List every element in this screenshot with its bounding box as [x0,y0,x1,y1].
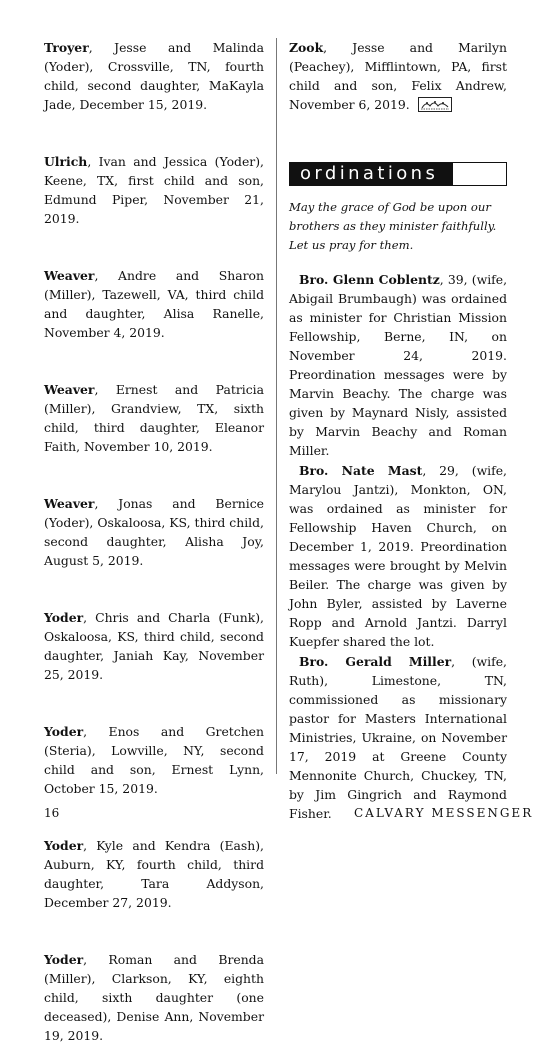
ordinations-heading [289,162,507,186]
birth-entry: Weaver, Ernest and Patricia (Miller), Grandview, TX, sixth child, third daughter, Eleanor Faith, November 10, 2019. [44,382,264,454]
births-right-column [289,38,507,114]
page-number: 16 [44,806,60,820]
birth-entry: Yoder, Chris and Charla (Funk), Oskaloosa, KS, third child, second daughter, Janiah Kay, November 25, 2019. [44,610,264,682]
birth-entry: Weaver, Andre and Sharon (Miller), Tazewell, VA, third child and daughter, Alisa Ranelle, November 4, 2019. [44,268,264,340]
birth-entry: Troyer, Jesse and Malinda (Yoder), Crossville, TN, fourth child, second daughter, MaKayla Jade, December 15, 2019. [44,40,264,112]
ordination-entry: Bro. Glenn Coblentz, 39, (wife, Abigail Brumbaugh) was ordained as minister for Christian Mission Fellowship, Berne, IN, on November 24, 2019. Preordination messages were by Marvin Beachy. The charge was given by Maynard Nisly, assisted by Marvin Beachy and Roman Miller. [289,272,508,458]
birth-entry: Yoder, Kyle and Kendra (Eash), Auburn, KY, fourth child, third daughter, Tara Addyson, December 27, 2019. [44,838,264,910]
birth-entry: Yoder, Roman and Brenda (Miller), Clarkson, KY, eighth child, sixth daughter (one deceased), Denise Ann, November 19, 2019. [44,952,264,1043]
ordinations-intro: May the grace of God be upon our brothers as they minister faithfully. Let us pray for them. [289,200,497,252]
ordination-entry: Bro. Gerald Miller, (wife, Ruth), Limestone, TN, commissioned as missionary pastor for Masters International Ministries, Ukraine, on November 17, 2019 at Greene County Mennonite Church, Chuckey, TN, by Jim Gingrich and Raymond Fisher. [289,654,507,821]
column-divider [276,38,277,774]
publication-name: CALVARY MESSENGER [354,806,534,820]
birth-entry: Zook, Jesse and Marilyn (Peachey), Mifflintown, PA, first child and son, Felix Andrew, November 6, 2019. [289,40,507,112]
births-left-column [44,38,264,1045]
end-ornament-icon [418,97,452,112]
birth-entry: Weaver, Jonas and Bernice (Yoder), Oskaloosa, KS, third child, second daughter, Alisha Joy, August 5, 2019. [44,496,264,568]
ordination-entry: Bro. Nate Mast, 29, (wife, Marylou Jantzi), Monkton, ON, was ordained as minister for Fellowship Haven Church, on December 1, 2019. Preordination messages were brought by Melvin Beiler. The charge was given by John Byler, assisted by Laverne Ropp and Arnold Jantzi. Darryl Kuepfer shared the lot. [289,463,507,649]
birth-entry: Ulrich, Ivan and Jessica (Yoder), Keene, TX, first child and son, Edmund Piper, November 21, 2019. [44,154,264,226]
ordinations-heading-text: ordinations [290,163,453,185]
birth-entry: Yoder, Enos and Gretchen (Steria), Lowville, NY, second child and son, Ernest Lynn, October 15, 2019. [44,724,264,796]
